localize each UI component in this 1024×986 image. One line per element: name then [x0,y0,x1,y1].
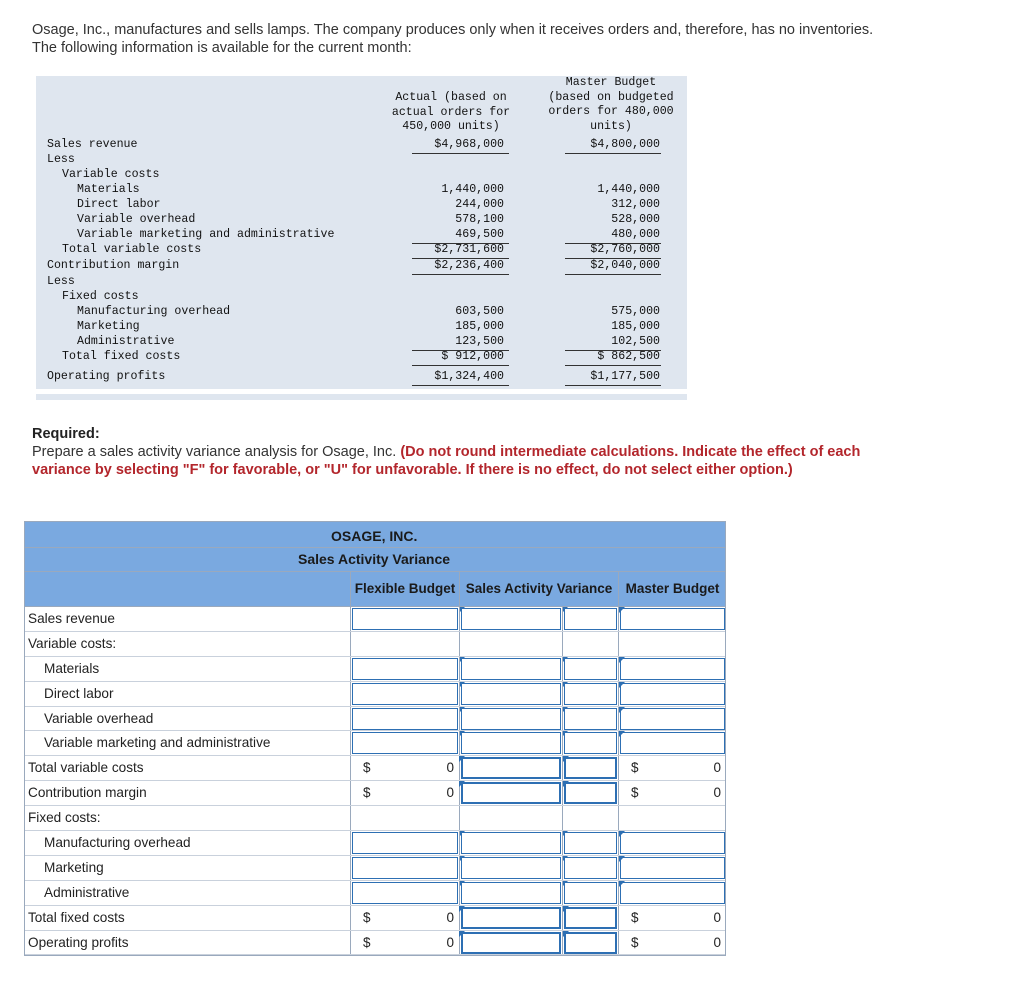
cell-fu [562,781,618,805]
effect-select[interactable] [564,857,617,879]
cell-fu [562,881,618,905]
input-var[interactable] [461,882,561,904]
input-master[interactable] [620,683,725,705]
cell-master [618,731,726,755]
cell-var [459,657,562,681]
given-actual-value: $ 912,000 [441,350,504,363]
given-master-value: $1,177,500 [590,370,660,383]
dropdown-marker-icon [619,881,625,887]
given-master-value: 480,000 [611,228,660,241]
intro-line-1: Osage, Inc., manufactures and sells lamps. The company produces only when it receives orders and, therefore, has no inventories. [32,22,874,38]
effect-select[interactable] [564,708,617,730]
given-row-label: Variable costs [62,168,160,181]
cell-master [618,607,726,631]
given-actual-value: 244,000 [455,198,504,211]
answer-grid-header [25,522,725,607]
cell-flex [350,856,459,880]
given-row-label: Total variable costs [62,243,202,256]
given-master-value: $2,760,000 [590,243,660,256]
cell-flex [350,906,459,930]
input-flex[interactable] [352,708,458,730]
dropdown-marker-icon [619,731,625,737]
dropdown-marker-icon [619,682,625,688]
cell-master [618,707,726,731]
computed-total: 0 [713,760,721,776]
cell-var [459,806,562,830]
input-var[interactable] [461,608,561,630]
cell-flex [350,731,459,755]
cell-master [618,781,726,805]
dollar-sign: $ [363,934,371,950]
answer-row [25,831,725,856]
cell-master [618,682,726,706]
cell-var [459,707,562,731]
dropdown-marker-icon [619,657,625,663]
cell-fu [562,806,618,830]
cell-master [618,632,726,656]
cell-master [618,931,726,955]
answer-grid-body [25,607,725,955]
cell-flex [350,756,459,780]
answer-row [25,756,725,781]
input-flex[interactable] [352,658,458,680]
input-var[interactable] [461,857,561,879]
given-row-label: Fixed costs [62,290,139,303]
cell-fu [562,931,618,955]
cell-master [618,881,726,905]
input-flex[interactable] [352,683,458,705]
dollar-sign: $ [363,785,371,801]
cell-var [459,682,562,706]
cell-master [618,906,726,930]
given-row-label: Operating profits [47,370,166,383]
input-master[interactable] [620,658,725,680]
cell-fu [562,657,618,681]
answer-row-label: Fixed costs: [28,810,101,826]
value-underline [412,365,509,366]
given-row-label: Direct labor [77,198,161,211]
given-actual-value: 469,500 [455,228,504,241]
given-actual-value: 1,440,000 [441,183,504,196]
cell-var [459,856,562,880]
dollar-sign: $ [363,760,371,776]
cell-flex [350,806,459,830]
company-name: OSAGE, INC. [331,528,418,544]
cell-master [618,806,726,830]
given-actual-value: 123,500 [455,335,504,348]
value-underline [565,365,661,366]
dropdown-marker-icon [459,781,465,787]
dropdown-marker-icon [563,906,569,912]
cell-fu [562,856,618,880]
answer-row [25,682,725,707]
given-master-value: 1,440,000 [597,183,660,196]
given-row-label: Administrative [77,335,175,348]
answer-row-label: Marketing [44,859,104,875]
required-section [32,425,992,479]
given-row-label: Variable marketing and administrative [77,228,335,241]
cell-var [459,756,562,780]
input-var[interactable] [461,932,561,954]
input-flex[interactable] [352,608,458,630]
computed-total: 0 [446,760,454,776]
cell-var [459,831,562,855]
answer-row-label: Contribution margin [28,785,147,801]
computed-total: 0 [446,909,454,925]
effect-select[interactable] [564,832,617,854]
input-var[interactable] [461,907,561,929]
value-underline [412,243,509,244]
value-underline [412,274,509,275]
given-data-table [36,76,687,389]
given-actual-value: $2,731,600 [434,243,504,256]
input-master[interactable] [620,608,725,630]
given-row-label: Less [47,153,75,166]
value-underline [412,258,509,259]
value-underline [412,385,509,386]
cell-fu [562,831,618,855]
cell-master [618,657,726,681]
effect-select[interactable] [564,608,617,630]
given-row-label: Marketing [77,320,140,333]
input-master[interactable] [620,832,725,854]
given-master-value: 528,000 [611,213,660,226]
dropdown-marker-icon [459,906,465,912]
answer-row-label: Sales revenue [28,611,115,626]
answer-row [25,632,725,657]
input-var[interactable] [461,732,561,754]
dropdown-marker-icon [563,931,569,937]
input-master[interactable] [620,882,725,904]
computed-total: 0 [446,934,454,950]
dropdown-marker-icon [619,607,625,613]
given-master-value: 185,000 [611,320,660,333]
cell-var [459,607,562,631]
cell-master [618,831,726,855]
input-var[interactable] [461,782,561,804]
effect-select[interactable] [564,732,617,754]
computed-total: 0 [713,934,721,950]
given-master-value: 102,500 [611,335,660,348]
required-instruction-1: (Do not round intermediate calculations. Indicate the effect of each [400,444,861,460]
given-row-label: Materials [77,183,140,196]
given-row-label: Less [47,275,75,288]
value-underline [565,243,661,244]
dropdown-marker-icon [619,856,625,862]
answer-row [25,881,725,906]
given-row-label: Total fixed costs [62,350,181,363]
answer-row [25,856,725,881]
value-underline [412,350,509,351]
cell-master [618,856,726,880]
value-underline [565,385,661,386]
input-var[interactable] [461,757,561,779]
cell-var [459,881,562,905]
given-actual-value: $1,324,400 [434,370,504,383]
effect-select[interactable] [564,757,617,779]
answer-row-label: Variable costs: [28,635,117,651]
input-master[interactable] [620,857,725,879]
cell-fu [562,707,618,731]
computed-total: 0 [713,785,721,801]
answer-row-label: Total variable costs [28,760,144,776]
given-actual-value: 185,000 [455,320,504,333]
input-var[interactable] [461,708,561,730]
answer-row [25,607,725,632]
dollar-sign: $ [631,785,639,801]
input-flex[interactable] [352,832,458,854]
cell-flex [350,657,459,681]
cell-flex [350,682,459,706]
cell-flex [350,607,459,631]
input-var[interactable] [461,832,561,854]
given-master-value: $ 862,500 [597,350,660,363]
dropdown-marker-icon [619,707,625,713]
cell-var [459,931,562,955]
input-flex[interactable] [352,732,458,754]
cell-var [459,632,562,656]
given-master-value: $2,040,000 [590,259,660,272]
input-flex[interactable] [352,857,458,879]
dollar-sign: $ [631,760,639,776]
intro-line-2: The following information is available for the current month: [32,40,412,56]
cell-var [459,781,562,805]
cell-fu [562,731,618,755]
input-master[interactable] [620,732,725,754]
col-header-sales-activity-variance: Sales Activity Variance [459,572,618,606]
cell-fu [562,607,618,631]
effect-select[interactable] [564,932,617,954]
dropdown-marker-icon [563,781,569,787]
answer-row [25,931,725,956]
answer-row [25,731,725,756]
cell-flex [350,781,459,805]
input-flex[interactable] [352,882,458,904]
dropdown-marker-icon [563,756,569,762]
effect-select[interactable] [564,683,617,705]
value-underline [565,258,661,259]
value-underline [565,350,661,351]
answer-row [25,707,725,732]
given-master-value: $4,800,000 [590,138,660,151]
given-master-value: 575,000 [611,305,660,318]
cell-fu [562,906,618,930]
dropdown-marker-icon [459,756,465,762]
dollar-sign: $ [631,934,639,950]
cell-fu [562,756,618,780]
effect-select[interactable] [564,782,617,804]
given-actual-value: 603,500 [455,305,504,318]
cell-var [459,731,562,755]
actual-column-header: Actual (based on actual orders for 450,000 units) [391,91,511,133]
dropdown-marker-icon [619,831,625,837]
input-var[interactable] [461,658,561,680]
value-underline [565,153,661,154]
effect-select[interactable] [564,658,617,680]
answer-row-label: Direct labor [44,685,114,701]
given-row-label: Variable overhead [77,213,196,226]
answer-row-label: Materials [44,660,100,676]
input-master[interactable] [620,708,725,730]
computed-total: 0 [713,909,721,925]
answer-row [25,906,725,931]
answer-row [25,781,725,806]
answer-row-label: Administrative [44,884,130,900]
answer-grid [24,521,726,956]
answer-row-label: Variable overhead [44,710,154,726]
dropdown-marker-icon [459,931,465,937]
dollar-sign: $ [363,909,371,925]
value-underline [565,274,661,275]
answer-row-label: Total fixed costs [28,909,125,925]
dollar-sign: $ [631,909,639,925]
cell-flex [350,881,459,905]
answer-row-label: Manufacturing overhead [44,835,191,851]
cell-flex [350,707,459,731]
effect-select[interactable] [564,882,617,904]
effect-select[interactable] [564,907,617,929]
given-row-label: Sales revenue [47,138,138,151]
given-row-label: Manufacturing overhead [77,305,231,318]
required-instruction-2: variance by selecting "F" for favorable, or "U" for unfavorable. If there is no effect, do not select either option.) [32,462,793,478]
answer-row [25,806,725,831]
cell-flex [350,632,459,656]
cell-master [618,756,726,780]
cell-flex [350,831,459,855]
value-underline [412,153,509,154]
computed-total: 0 [446,785,454,801]
input-var[interactable] [461,683,561,705]
answer-row [25,657,725,682]
cell-var [459,906,562,930]
cell-fu [562,632,618,656]
col-header-master-budget: Master Budget [618,572,726,606]
col-header-flexible-budget: Flexible Budget [350,572,459,606]
grid-title: Sales Activity Variance [298,551,451,567]
given-actual-value: $4,968,000 [434,138,504,151]
master-column-header: Master Budget (based on budgeted orders for 480,000 units) [548,76,674,133]
answer-row-label: Variable marketing and administrative [44,735,271,751]
given-actual-value: $2,236,400 [434,259,504,272]
given-row-label: Contribution margin [47,259,180,272]
required-text: Prepare a sales activity variance analysis for Osage, Inc. [32,444,397,460]
given-master-value: 312,000 [611,198,660,211]
cell-fu [562,682,618,706]
answer-row-label: Operating profits [28,934,129,950]
problem-intro [32,21,992,57]
given-actual-value: 578,100 [455,213,504,226]
given-table-bottom-bar [36,394,687,400]
required-heading: Required: [32,426,100,442]
cell-flex [350,931,459,955]
